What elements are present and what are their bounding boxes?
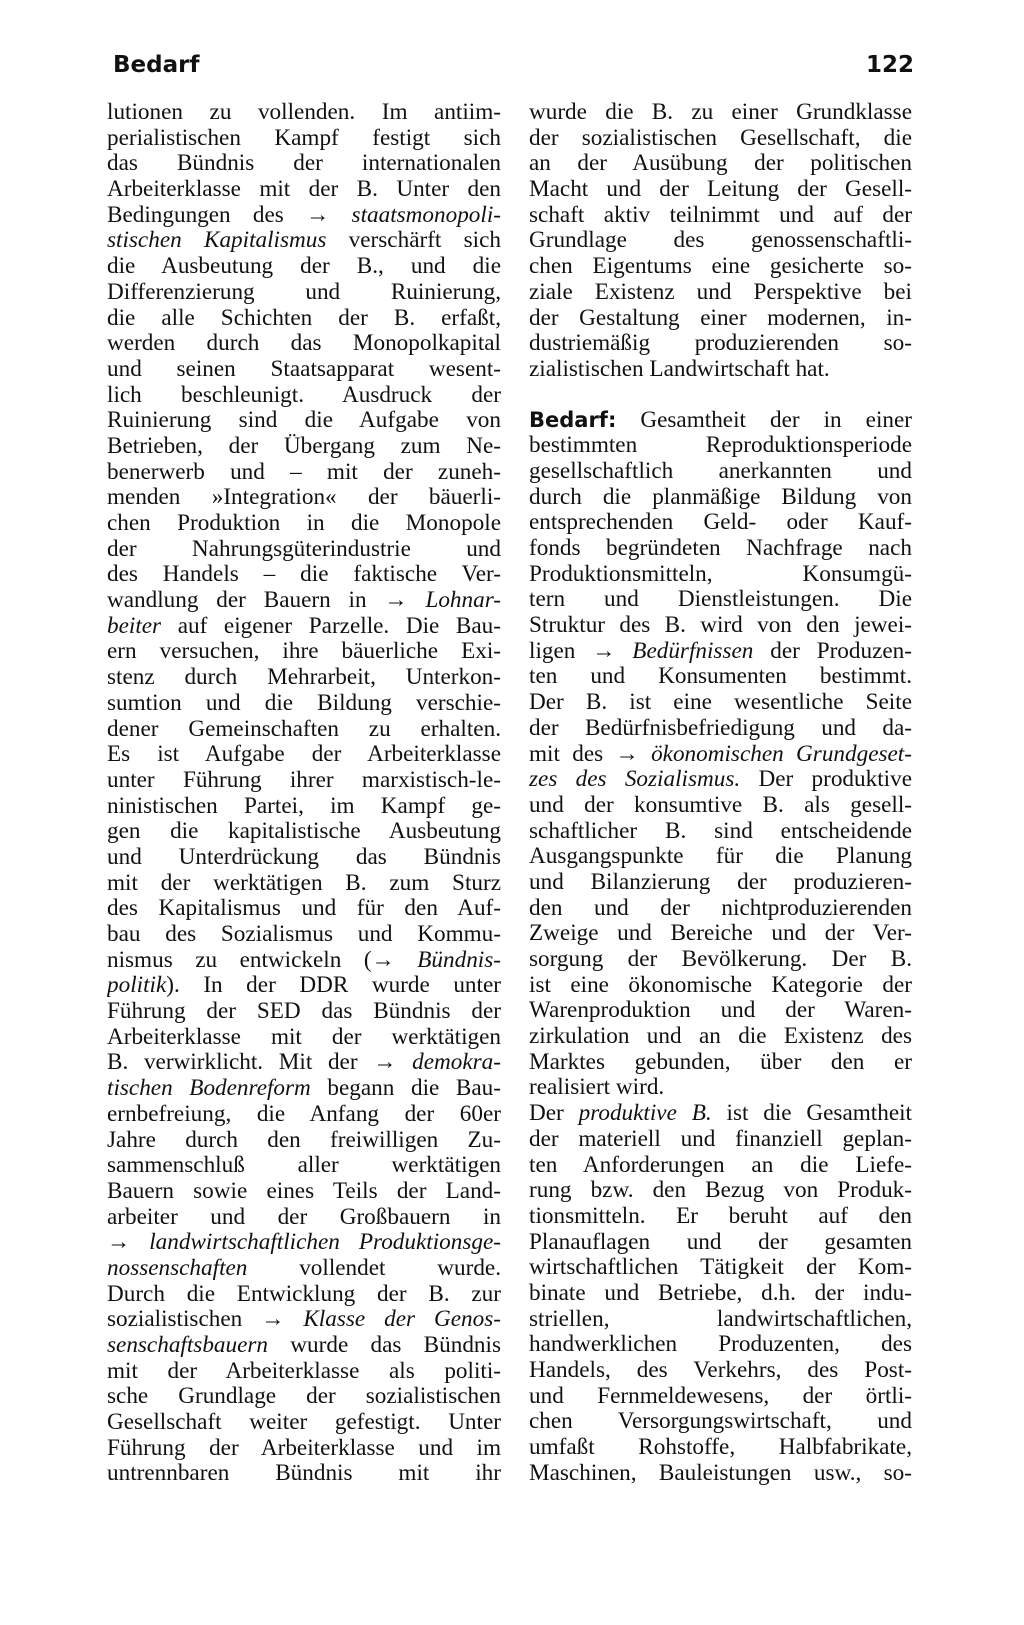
text-line — [107, 1205, 501, 1231]
text-line — [107, 100, 501, 126]
text-line — [529, 1075, 912, 1101]
text-line — [529, 254, 912, 280]
text-line — [529, 742, 912, 768]
text-run: binate und Betriebe, d.h. der indu- — [529, 1280, 912, 1306]
text-line — [107, 973, 501, 999]
text-line — [529, 1204, 912, 1230]
text-run: das Bündnis der internationalen — [107, 151, 501, 177]
text-line — [107, 1179, 501, 1205]
text-line — [529, 1461, 912, 1487]
text-run: ern versuchen, ihre bäuerliche Exi- — [107, 639, 501, 665]
text-run: mit der werktätigen B. zum Sturz — [107, 870, 501, 896]
text-line — [107, 639, 501, 665]
text-line — [107, 126, 501, 152]
cross-reference: staatsmonopoli- — [351, 202, 501, 228]
cross-reference: stischen Kapitalismus — [107, 228, 327, 254]
text-line — [529, 306, 912, 332]
text-run: Grundlage des genossenschaftli- — [529, 228, 912, 254]
text-run: an der Ausübung der politischen — [529, 151, 912, 177]
cross-reference: Lohnar- — [425, 588, 501, 614]
text-run: Ausgangspunkte für die Planung — [529, 844, 912, 870]
text-line — [529, 1307, 912, 1333]
text-line — [107, 280, 501, 306]
text-line — [107, 1359, 501, 1385]
text-line — [107, 1230, 501, 1256]
text-run: der materiell und finanziell geplan- — [529, 1126, 912, 1152]
cross-reference: Bündnis- — [417, 947, 501, 973]
text-line — [107, 1076, 501, 1102]
text-line — [107, 1307, 501, 1333]
text-run: nismus zu entwickeln (→ — [107, 947, 418, 973]
text-run: der Nahrungsgüterindustrie und — [107, 536, 501, 562]
text-run: Ruinierung sind die Aufgabe von — [107, 408, 501, 434]
text-run: Planauflagen und der gesamten — [529, 1229, 912, 1255]
text-run: der Bedürfnisbefriedigung und da- — [529, 715, 912, 741]
text-run: Der — [529, 1101, 579, 1127]
text-line — [107, 794, 501, 820]
text-line — [529, 100, 912, 126]
text-line — [529, 1435, 912, 1461]
text-run: mit der Arbeiterklasse als politi- — [107, 1358, 501, 1384]
text-line — [107, 845, 501, 871]
text-run: Bauern sowie eines Teils der Land- — [107, 1178, 501, 1204]
text-line — [107, 665, 501, 691]
text-run: werden durch das Monopolkapital — [107, 331, 501, 357]
text-line — [107, 228, 501, 254]
text-line — [529, 228, 912, 254]
text-run: wandlung der Bauern in → — [107, 588, 426, 614]
text-line — [107, 408, 501, 434]
text-line — [529, 716, 912, 742]
text-run: wirtschaftlichen Tätigkeit der Kom- — [529, 1255, 912, 1281]
text-run: handwerklichen Produzenten, des — [529, 1332, 912, 1358]
text-run: ten Anforderungen an die Liefe- — [529, 1152, 912, 1178]
text-line — [529, 1101, 912, 1127]
text-line — [529, 1178, 912, 1204]
text-line — [529, 433, 912, 459]
text-line — [529, 639, 912, 665]
text-line — [107, 1282, 501, 1308]
text-line — [107, 460, 501, 486]
text-run: dustriemäßig produzierenden so- — [529, 331, 912, 357]
text-run: begann die Bau- — [310, 1076, 501, 1102]
text-line — [107, 1050, 501, 1076]
text-line — [107, 537, 501, 563]
text-run: sche Grundlage der sozialistischen — [107, 1384, 501, 1410]
text-line — [529, 870, 912, 896]
text-line — [529, 1153, 912, 1179]
text-run: der sozialistischen Gesellschaft, die — [529, 125, 912, 151]
text-run: Marktes gebunden, über den er — [529, 1049, 912, 1075]
text-run: rung bzw. den Bezug von Produk- — [529, 1178, 912, 1204]
text-run: und der konsumtive B. als gesell- — [529, 792, 912, 818]
text-run: schaft aktiv teilnimmt und auf der — [529, 202, 912, 228]
text-run: vollendet wurde. — [247, 1255, 501, 1281]
text-line — [107, 1436, 501, 1462]
text-run: chen Eigentums eine gesicherte so- — [529, 254, 912, 280]
cross-reference: politik — [107, 973, 167, 999]
cross-reference: nossenschaften — [107, 1255, 248, 1281]
page-number: 122 — [865, 52, 914, 78]
text-run: Der B. ist eine wesentliche Seite — [529, 690, 912, 716]
text-run: bau des Sozialismus und Kommu- — [107, 922, 501, 947]
text-run: B. verwirklicht. Mit der → — [107, 1050, 413, 1076]
text-run: und Fernmeldewesens, der örtli- — [529, 1383, 912, 1409]
text-line — [529, 793, 912, 819]
text-line — [107, 1256, 501, 1282]
text-line — [107, 383, 501, 409]
text-run: ). In der DDR wurde unter — [166, 973, 501, 999]
text-line — [529, 896, 912, 922]
text-run: des Handels – die faktische Ver- — [107, 562, 501, 588]
text-run: tern und Dienstleistungen. Die — [529, 587, 912, 613]
cross-reference: zes des Sozialismus. — [529, 767, 741, 793]
text-run: sammenschluß aller werktätigen — [107, 1153, 501, 1179]
text-run: Führung der SED das Bündnis der — [107, 999, 501, 1025]
cross-reference: beiter — [107, 613, 162, 639]
cross-reference: landwirtschaftlichen Produktionsge- — [149, 1230, 501, 1256]
cross-reference: tischen Bodenreform — [107, 1076, 311, 1102]
text-line — [107, 357, 501, 383]
text-line — [107, 1128, 501, 1154]
text-line — [107, 691, 501, 717]
cross-reference: senschaftsbauern — [107, 1333, 269, 1358]
text-run: realisiert wird. — [529, 1075, 665, 1101]
text-run: Durch die Entwicklung der B. zur — [107, 1281, 501, 1307]
text-run: ist die Gesamtheit — [711, 1101, 912, 1127]
text-run: arbeiter und der Großbauern in — [107, 1204, 501, 1230]
text-line — [107, 1384, 501, 1410]
text-run: sorgung der Bevölkerung. Der B. — [529, 947, 912, 972]
text-run: der Produzen- — [753, 638, 912, 664]
cross-reference: Bedürfnissen — [632, 638, 754, 664]
text-run: → — [107, 1230, 150, 1256]
text-line — [107, 717, 501, 743]
text-run: perialistischen Kampf festigt sich — [107, 125, 501, 151]
text-run: Arbeiterklasse mit der werktätigen — [107, 1024, 501, 1050]
text-run: tionsmitteln. Er beruht auf den — [529, 1203, 912, 1229]
text-run: Bedingungen des → — [107, 202, 352, 228]
cross-reference: produktive B. — [578, 1101, 712, 1127]
text-run: Produktionsmitteln, Konsumgü- — [529, 561, 912, 587]
text-line — [107, 1102, 501, 1128]
text-run: Maschinen, Bauleistungen usw., so- — [529, 1460, 912, 1486]
text-run: Jahre durch den freiwilligen Zu- — [107, 1127, 501, 1153]
text-run: ten und Konsumenten bestimmt. — [529, 664, 912, 690]
text-run: sumtion und die Bildung verschie- — [107, 690, 501, 716]
text-line — [529, 690, 912, 716]
text-run: ligen → — [529, 638, 633, 664]
text-line — [107, 151, 501, 177]
text-run: bestimmten Reproduktionsperiode — [529, 433, 912, 459]
text-run: entsprechenden Geld- oder Kauf- — [529, 510, 912, 536]
text-line — [107, 614, 501, 640]
text-run: ninistischen Partei, im Kampf ge- — [107, 793, 501, 819]
text-run: chen Produktion in die Monopole — [107, 511, 501, 536]
cross-reference: ökonomischen Grundgeset- — [651, 741, 912, 767]
text-run: lich beschleunigt. Ausdruck der — [107, 382, 501, 408]
right-text-column — [529, 100, 912, 1486]
text-line — [107, 819, 501, 845]
text-line — [107, 588, 501, 614]
text-line — [529, 998, 912, 1024]
text-run: gesellschaftlich anerkannten und — [529, 458, 912, 484]
text-line — [529, 1255, 912, 1281]
text-line — [529, 664, 912, 690]
text-line — [107, 485, 501, 511]
text-line — [529, 921, 912, 947]
text-line — [107, 1025, 501, 1051]
text-run: durch die planmäßige Bildung von — [529, 484, 912, 510]
text-run: den und der nichtproduzierenden — [529, 895, 912, 921]
text-line — [529, 536, 912, 562]
text-run: die Ausbeutung der B., und die — [107, 254, 501, 280]
text-run: umfaßt Rohstoffe, Halbfabrikate, — [529, 1435, 912, 1461]
text-run: lutionen zu vollenden. Im antiim- — [107, 100, 501, 125]
text-line — [529, 459, 912, 485]
text-line — [107, 511, 501, 537]
entry-keyword: Bedarf: — [529, 407, 617, 432]
text-line — [529, 126, 912, 152]
text-run: Der produktive — [740, 767, 912, 793]
text-line — [529, 819, 912, 845]
text-line — [529, 151, 912, 177]
text-run: schaftlicher B. sind entscheidende — [529, 818, 912, 844]
text-line — [107, 331, 501, 357]
text-run: fonds begründeten Nachfrage nach — [529, 536, 912, 561]
text-line — [529, 1281, 912, 1307]
text-line — [107, 948, 501, 974]
text-run: ernbefreiung, die Anfang der 60er — [107, 1101, 501, 1127]
text-run: mit des → — [529, 741, 652, 767]
text-line — [107, 768, 501, 794]
text-run: Arbeiterklasse mit der B. Unter den — [107, 177, 501, 203]
text-line — [107, 203, 501, 229]
text-line — [107, 306, 501, 332]
text-line — [107, 254, 501, 280]
text-run: Struktur des B. wird von den jewei- — [529, 613, 912, 639]
text-run: unter Führung ihrer marxistisch-le- — [107, 767, 501, 793]
text-line — [529, 1384, 912, 1410]
text-line — [529, 408, 912, 434]
text-run: Gesamtheit der in einer — [616, 407, 912, 433]
cross-reference: demokra- — [412, 1050, 501, 1076]
text-run: und Bilanzierung der produzieren- — [529, 869, 912, 895]
text-line — [529, 973, 912, 999]
text-run: auf eigener Parzelle. Die Bau- — [161, 613, 501, 639]
text-line — [107, 1153, 501, 1179]
text-run: Es ist Aufgabe der Arbeiterklasse — [107, 742, 501, 768]
text-run: chen Versorgungswirtschaft, und — [529, 1409, 912, 1435]
text-line — [529, 510, 912, 536]
text-run: dener Gemeinschaften zu erhalten. — [107, 716, 501, 742]
text-run: und seinen Staatsapparat wesent- — [107, 356, 501, 382]
text-line — [107, 177, 501, 203]
text-line — [529, 1230, 912, 1256]
text-line — [529, 613, 912, 639]
text-line — [107, 742, 501, 768]
text-line — [529, 203, 912, 229]
text-run: Warenproduktion und der Waren- — [529, 998, 912, 1024]
text-run: ist eine ökonomische Kategorie der — [529, 972, 912, 998]
text-line — [529, 947, 912, 973]
text-line — [529, 1024, 912, 1050]
text-run: Handels, des Verkehrs, des Post- — [529, 1358, 912, 1383]
text-line — [529, 1358, 912, 1384]
cross-reference: Klasse der Genos- — [303, 1307, 501, 1333]
text-line — [107, 999, 501, 1025]
text-run: zialistischen Landwirtschaft hat. — [529, 356, 830, 382]
text-run: benerwerb und – mit der zuneh- — [107, 459, 501, 485]
text-line — [107, 1333, 501, 1359]
text-run: Differenzierung und Ruinierung, — [107, 279, 501, 305]
text-line — [529, 587, 912, 613]
text-line — [529, 767, 912, 793]
text-run: die alle Schichten der B. erfaßt, — [107, 305, 501, 331]
text-line — [107, 922, 501, 948]
text-run: untrennbaren Bündnis mit ihr — [107, 1461, 501, 1487]
text-run: Macht und der Leitung der Gesell- — [529, 177, 912, 203]
text-line — [529, 331, 912, 357]
text-line — [107, 562, 501, 588]
text-run: striellen, landwirtschaftlichen, — [529, 1306, 912, 1332]
text-run: menden »Integration« der bäuerli- — [107, 485, 501, 511]
text-line — [529, 1127, 912, 1153]
text-line — [529, 485, 912, 511]
text-line — [107, 896, 501, 922]
text-line — [107, 1410, 501, 1436]
text-line — [529, 1409, 912, 1435]
text-line — [529, 844, 912, 870]
text-run: sozialistischen → — [107, 1307, 304, 1333]
text-run: der Gestaltung einer modernen, in- — [529, 305, 912, 331]
text-run: Betrieben, der Übergang zum Ne- — [107, 433, 501, 459]
text-run: wurde das Bündnis — [268, 1333, 501, 1358]
text-run: Gesellschaft weiter gefestigt. Unter — [107, 1410, 501, 1436]
text-run: ziale Existenz und Perspektive bei — [529, 279, 912, 305]
text-run: gen die kapitalistische Ausbeutung — [107, 819, 501, 845]
text-run: Zweige und Bereiche und der Ver- — [529, 921, 912, 947]
text-line — [529, 280, 912, 306]
left-text-column — [107, 100, 501, 1487]
text-run: stenz durch Mehrarbeit, Unterkon- — [107, 665, 501, 691]
paragraph-gap — [529, 383, 912, 408]
text-line — [107, 434, 501, 460]
text-line — [529, 177, 912, 203]
text-run: Führung der Arbeiterklasse und im — [107, 1435, 501, 1461]
text-run: verschärft sich — [326, 228, 501, 254]
text-run: und Unterdrückung das Bündnis — [107, 844, 501, 870]
running-head: Bedarf — [113, 52, 200, 78]
text-run: zirkulation und an die Existenz des — [529, 1024, 912, 1050]
text-line — [107, 1461, 501, 1487]
text-run: des Kapitalismus und für den Auf- — [107, 896, 501, 922]
text-line — [529, 562, 912, 588]
text-line — [529, 1332, 912, 1358]
text-line — [529, 357, 912, 383]
text-line — [529, 1050, 912, 1076]
text-run: wurde die B. zu einer Grundklasse — [529, 100, 912, 125]
text-line — [107, 871, 501, 897]
